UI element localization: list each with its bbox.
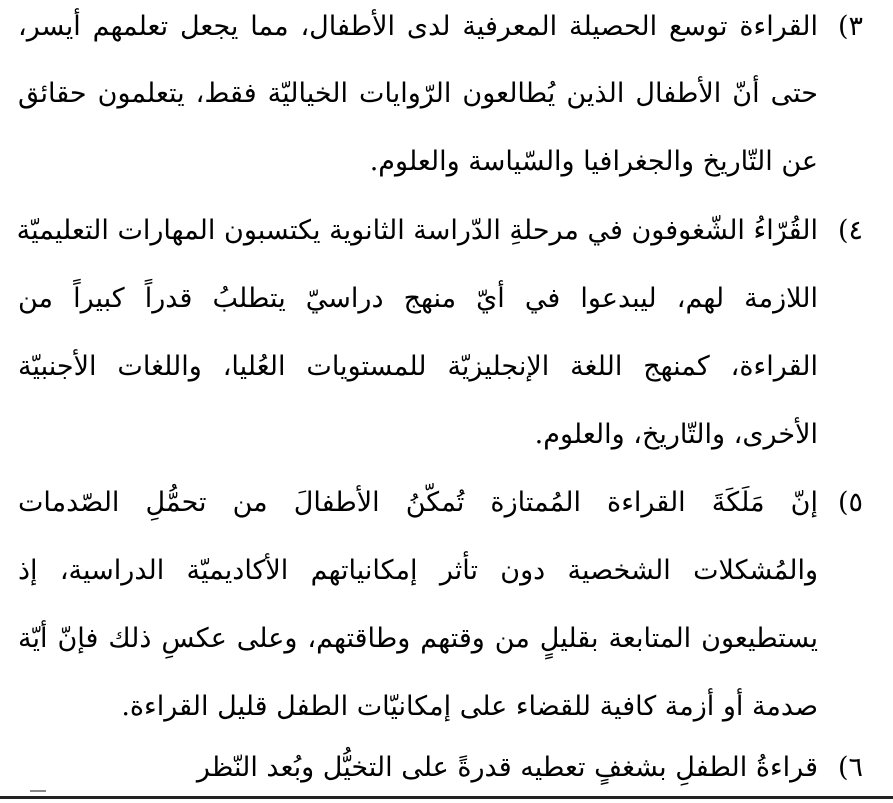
page-edge-mark: [30, 790, 46, 792]
text-line: حتى أنّ الأطفال الذين يُطالعون الرّوايات الخياليّة فقط، يتعلمون حقائق: [18, 78, 818, 109]
text-line: القُرّاءُ الشّغوفون في مرحلةِ الدّراسة الثانوية يكتسبون المهارات التعليميّة: [16, 215, 818, 246]
item-number: ٣): [837, 11, 863, 42]
text-line: عن التّاريخ والجغرافيا والسّياسة والعلوم.: [369, 146, 818, 177]
item-number: ٦): [837, 752, 863, 783]
text-line: اللازمة لهم، ليبدعوا في أيّ منهج دراسيّ يتطلبُ قدراً كبيراً من: [18, 283, 818, 314]
text-line: والمُشكلات الشخصية دون تأثر إمكانياتهم الأكاديميّة الدراسية، إذ: [18, 555, 818, 586]
text-line: القراءة توسع الحصيلة المعرفية لدى الأطفال، مما يجعل تعلمهم أيسر،: [18, 11, 818, 42]
item-number: ٤): [837, 215, 863, 246]
text-line: قراءةُ الطفلِ بشغفٍ تعطيه قدرةً على التخيُّل وبُعد النّظر: [196, 752, 818, 783]
text-line: يستطيعون المتابعة بقليلٍ من وقتهم وطاقتهم، وعلى عكسِ ذلك فإنّ أيّة: [18, 623, 818, 654]
page-bottom-border: [0, 796, 893, 799]
text-line: القراءة، كمنهج اللغة الإنجليزيّة للمستويات العُليا، واللغات الأجنبيّة: [18, 351, 818, 382]
text-line: إنّ مَلَكَةَ القراءة المُمتازة تُمكّنُ الأطفالَ من تحمُّلِ الصّدمات: [18, 487, 818, 518]
item-number: ٥): [837, 487, 863, 518]
text-line: صدمة أو أزمة كافية للقضاء على إمكانيّات الطفل قليل القراءة.: [121, 691, 818, 722]
text-line: الأخرى، والتّاريخ، والعلوم.: [534, 419, 818, 450]
